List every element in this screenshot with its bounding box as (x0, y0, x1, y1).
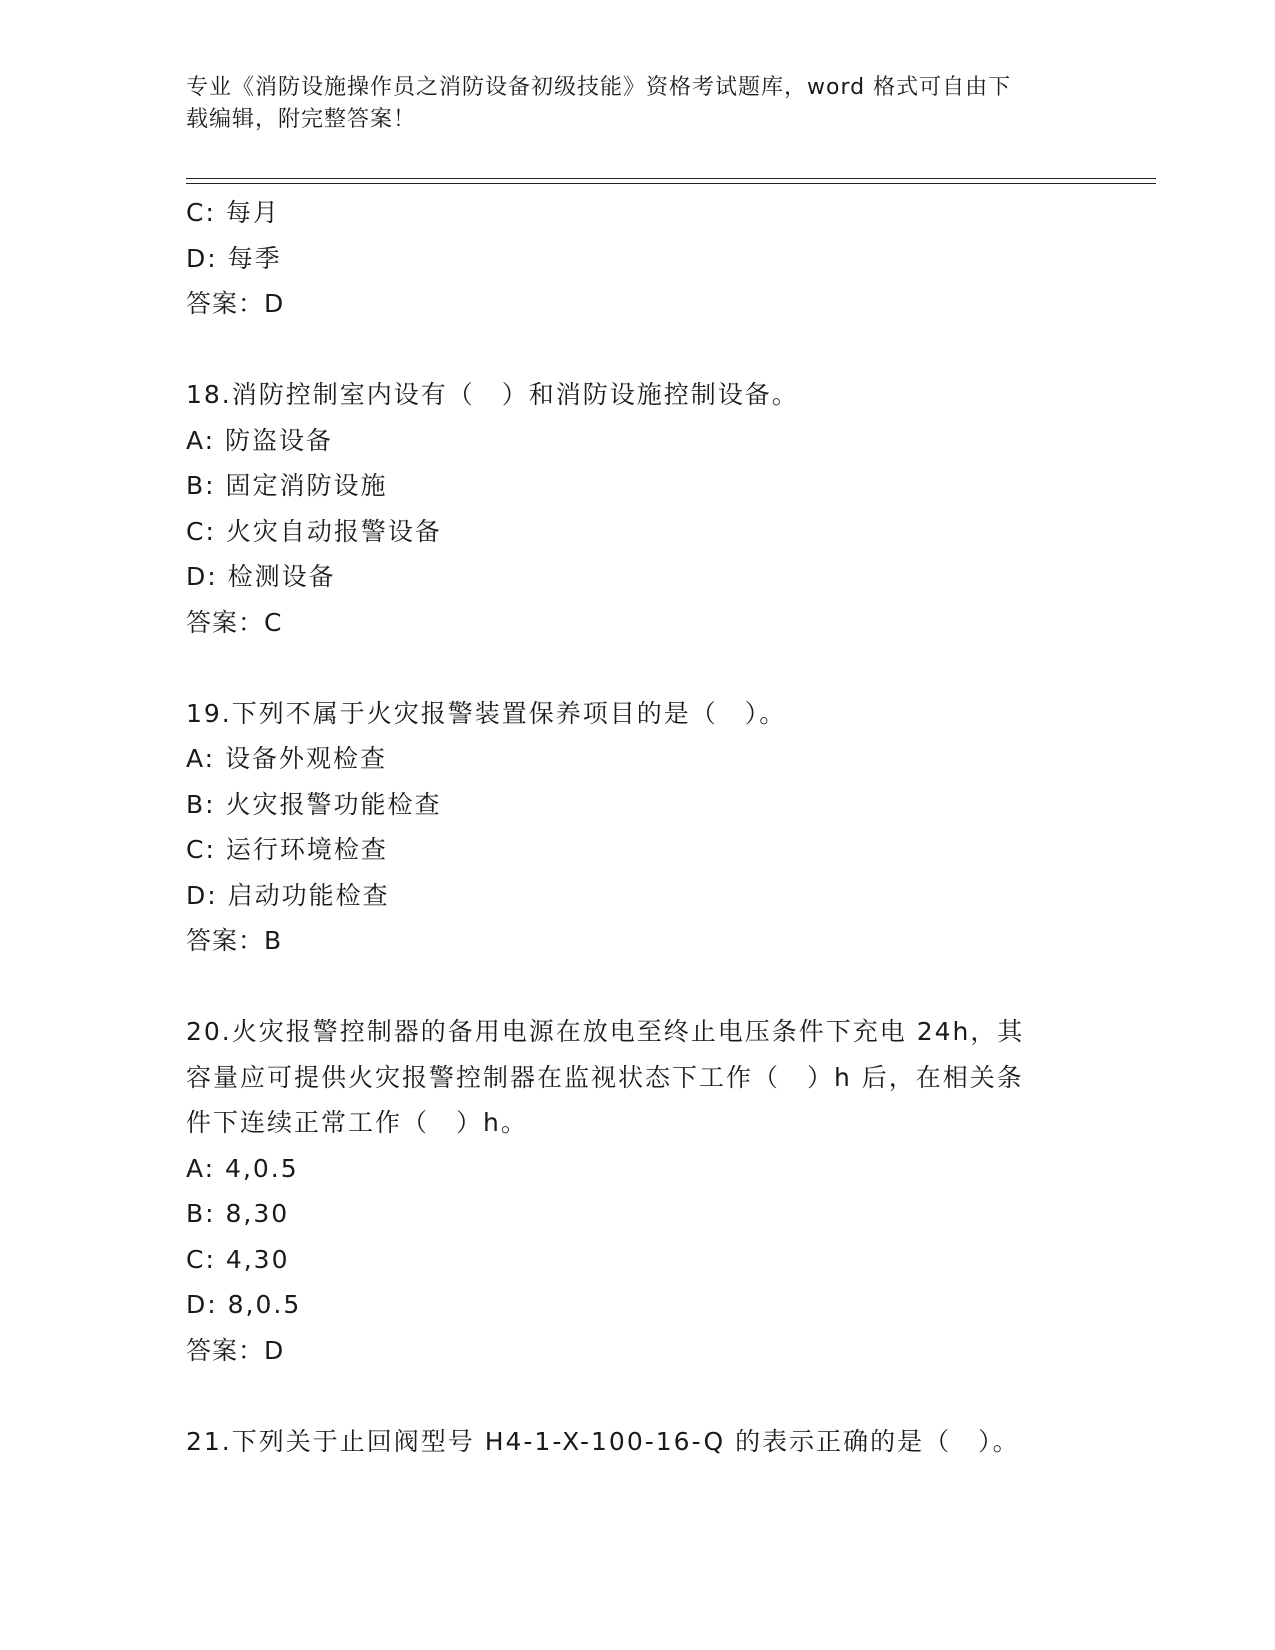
answer: 答案：C (186, 607, 283, 637)
question-text: 18.消防控制室内设有（ ）和消防设施控制设备。 (186, 380, 799, 409)
question-21 (186, 1419, 1086, 1465)
option-a: A: 4,0.5 (186, 1153, 299, 1183)
spacer (186, 964, 1086, 1010)
header-rule-top (186, 178, 1156, 179)
question-text: 21.下列关于止回阀型号 H4-1-X-100-16-Q 的表示正确的是（ ）。 (186, 1426, 1020, 1456)
option-c: C: 每月 (186, 198, 280, 227)
option-d: D: 每季 (186, 243, 282, 273)
header-rule-bottom (186, 183, 1156, 184)
question-20 (186, 1009, 1086, 1373)
option-d: D: 8,0.5 (186, 1290, 302, 1319)
option-d: D: 检测设备 (186, 562, 336, 591)
question-18 (186, 372, 1086, 645)
spacer (186, 327, 1086, 373)
question-19 (186, 691, 1086, 964)
document-header (186, 72, 1066, 136)
option-d: D: 启动功能检查 (186, 880, 390, 910)
option-c: C: 运行环境检查 (186, 835, 388, 864)
option-a: A: 设备外观检查 (186, 744, 388, 773)
question-text-line-3: 件下连续正常工作（ ）h。 (186, 1108, 528, 1137)
question-text-line-2: 容量应可提供火灾报警控制器在监视状态下工作（ ）h 后，在相关条 (186, 1062, 1024, 1092)
option-b: B: 8,30 (186, 1199, 290, 1228)
answer: 答案：D (186, 289, 285, 318)
answer: 答案：D (186, 1335, 285, 1365)
spacer (186, 1373, 1086, 1419)
option-b: B: 火灾报警功能检查 (186, 789, 442, 819)
question-17-tail (186, 190, 1086, 327)
question-text: 19.下列不属于火灾报警装置保养项目的是（ ）。 (186, 698, 787, 728)
option-b: B: 固定消防设施 (186, 471, 388, 500)
option-c: C: 火灾自动报警设备 (186, 516, 442, 546)
option-c: C: 4,30 (186, 1244, 290, 1274)
question-content (186, 190, 1086, 1464)
header-line-1: 专业《消防设施操作员之消防设备初级技能》资格考试题库，word 格式可自由下 (186, 75, 1012, 100)
question-text-line-1: 20.火灾报警控制器的备用电源在放电至终止电压条件下充电 24h，其 (186, 1017, 1025, 1046)
spacer (186, 645, 1086, 691)
header-line-2: 载编辑，附完整答案！ (186, 107, 417, 132)
option-a: A: 防盗设备 (186, 425, 334, 455)
answer: 答案：B (186, 926, 283, 955)
